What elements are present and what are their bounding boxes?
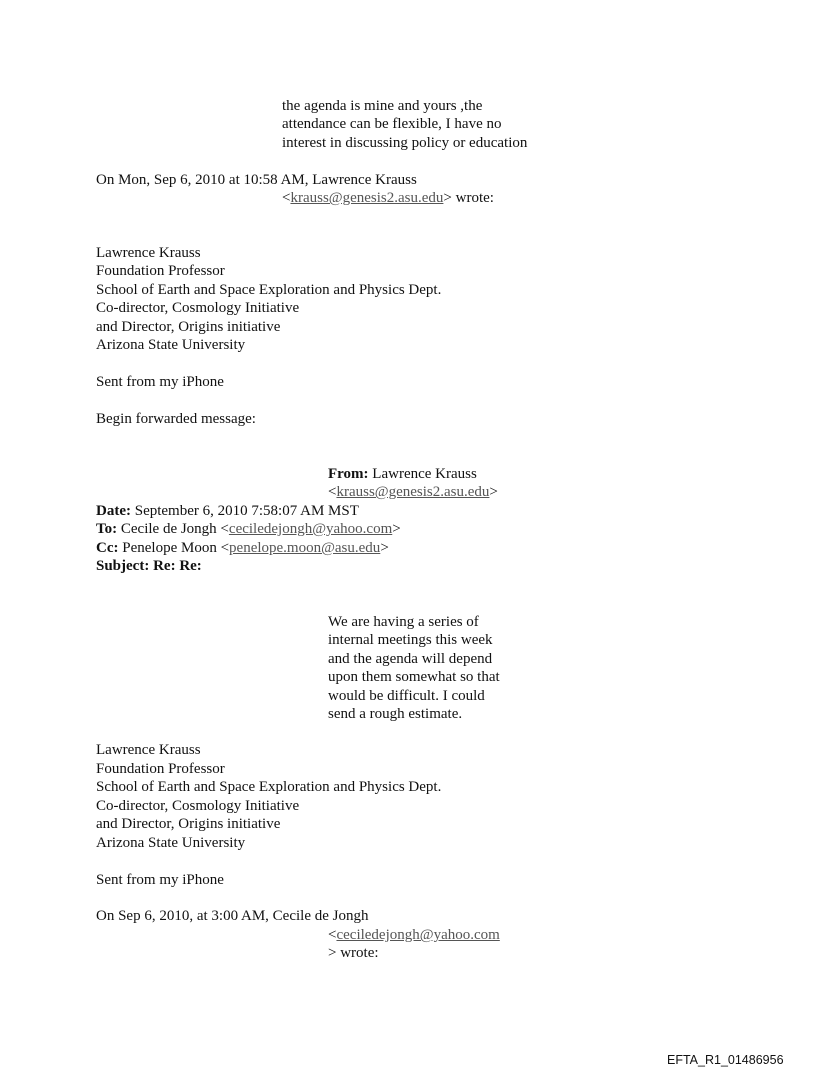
from-name: Lawrence Krauss (372, 466, 477, 482)
sent-from: Sent from my iPhone (96, 374, 224, 390)
date-label: Date: (96, 503, 131, 519)
signature-line: School of Earth and Space Exploration and Physics Dept. (96, 779, 442, 795)
quote-email-line (282, 189, 494, 207)
body-line: internal meetings this week (328, 632, 493, 648)
bracket-open: < (328, 484, 337, 500)
body-line: We are having a series of (328, 614, 479, 630)
document-id: EFTA_R1_01486956 (667, 1053, 784, 1067)
body-line: would be difficult. I could (328, 688, 485, 704)
fwd-subject-line (96, 557, 202, 575)
reply-line: the agenda is mine and yours ,the (282, 98, 483, 114)
subject-label: Subject: Re: Re: (96, 558, 202, 574)
bracket-open: < (282, 190, 291, 206)
body-line: and the agenda will depend (328, 651, 493, 667)
signature-name: Lawrence Krauss (96, 742, 201, 758)
bracket-close: > (392, 521, 401, 537)
signature-line: and Director, Origins initiative (96, 816, 281, 832)
quote-email-line (328, 926, 500, 944)
wrote-suffix: > wrote: (328, 945, 379, 961)
from-label: From: (328, 466, 369, 482)
fwd-from-email-line (328, 483, 498, 501)
body-line: upon them somewhat so that (328, 669, 500, 685)
email-link[interactable]: ceciledejongh@yahoo.com (228, 521, 393, 537)
to-name: Cecile de Jongh < (120, 521, 229, 537)
fwd-cc-line (96, 539, 389, 557)
signature-line: School of Earth and Space Exploration and Physics Dept. (96, 282, 442, 298)
signature-line: Co-director, Cosmology Initiative (96, 300, 300, 316)
signature-line: Arizona State University (96, 835, 246, 851)
cc-label: Cc: (96, 540, 119, 556)
signature-line: Co-director, Cosmology Initiative (96, 798, 300, 814)
signature-line: Arizona State University (96, 337, 246, 353)
signature-line: Foundation Professor (96, 263, 225, 279)
reply-line: interest in discussing policy or education (282, 135, 528, 151)
email-link[interactable]: penelope.moon@asu.edu (229, 540, 381, 556)
signature-name: Lawrence Krauss (96, 245, 201, 261)
fwd-date-line (96, 502, 359, 520)
quote-header: On Sep 6, 2010, at 3:00 AM, Cecile de Jongh (96, 908, 369, 924)
bracket-close: > (380, 540, 389, 556)
to-label: To: (96, 521, 118, 537)
email-link[interactable]: ceciledejongh@yahoo.com (336, 927, 500, 943)
body-line: send a rough estimate. (328, 706, 463, 722)
email-link[interactable]: krauss@genesis2.asu.edu (336, 484, 490, 500)
fwd-to-line (96, 520, 401, 538)
date-value: September 6, 2010 7:58:07 AM MST (134, 503, 359, 519)
sent-from: Sent from my iPhone (96, 872, 224, 888)
quote-header: On Mon, Sep 6, 2010 at 10:58 AM, Lawrence Krauss (96, 172, 417, 188)
fwd-from-line (328, 465, 477, 483)
cc-name: Penelope Moon < (122, 540, 230, 556)
email-link[interactable]: krauss@genesis2.asu.edu (290, 190, 444, 206)
wrote-suffix: > wrote: (443, 190, 494, 206)
signature-line: and Director, Origins initiative (96, 319, 281, 335)
forward-intro: Begin forwarded message: (96, 411, 256, 427)
bracket-open: < (328, 927, 337, 943)
signature-line: Foundation Professor (96, 761, 225, 777)
bracket-close: > (489, 484, 498, 500)
reply-line: attendance can be flexible, I have no (282, 116, 502, 132)
